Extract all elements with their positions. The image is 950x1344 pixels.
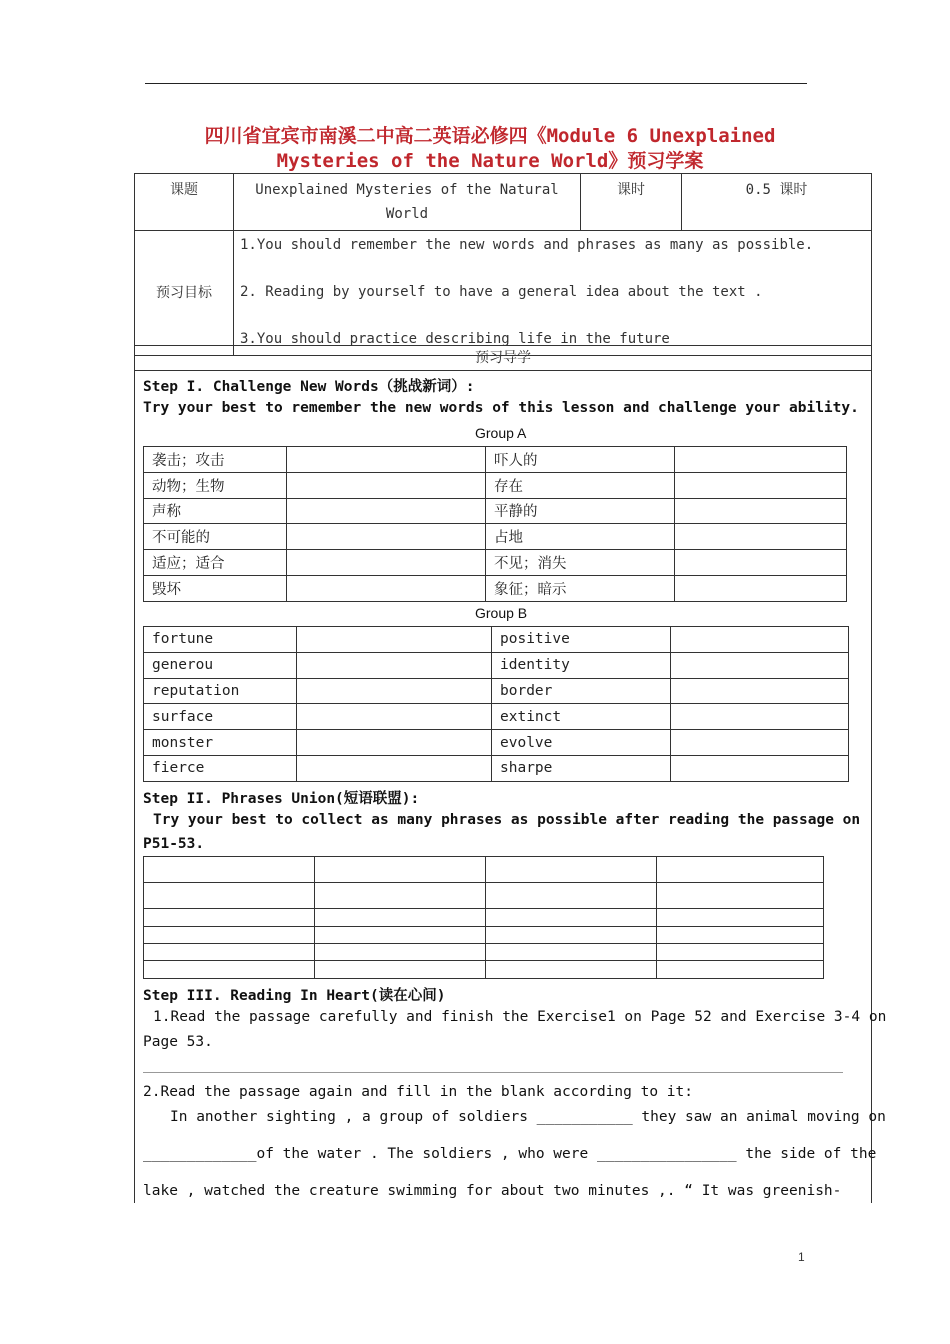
goals-label: 预习目标 bbox=[135, 231, 234, 356]
word-cell: 存在 bbox=[486, 472, 675, 498]
period-value: 0.5 课时 bbox=[682, 174, 872, 231]
word-cell: generou bbox=[144, 652, 297, 678]
answer-line[interactable] bbox=[143, 1072, 843, 1073]
phrase-cell[interactable] bbox=[144, 857, 315, 883]
word-cell: sharpe bbox=[492, 755, 671, 781]
topic-value-line-1: Unexplained Mysteries of the Natural bbox=[255, 182, 559, 198]
step3-task2: 2.Read the passage again and fill in the blank according to it: bbox=[143, 1084, 693, 1100]
phrase-cell[interactable] bbox=[315, 883, 486, 909]
table-row bbox=[144, 575, 847, 601]
answer-cell[interactable] bbox=[671, 730, 849, 756]
table-row bbox=[144, 927, 824, 944]
answer-cell[interactable] bbox=[675, 524, 847, 550]
group-a-table bbox=[143, 446, 847, 602]
phrase-cell[interactable] bbox=[486, 909, 657, 927]
goal-item: 1.You should remember the new words and phrases as many as possible. bbox=[240, 237, 814, 253]
goal-item: 3.You should practice describing life in the future bbox=[240, 331, 670, 347]
word-cell: fierce bbox=[144, 755, 297, 781]
word-cell: 占地 bbox=[486, 524, 675, 550]
answer-cell[interactable] bbox=[297, 730, 492, 756]
group-a-label: Group A bbox=[475, 425, 527, 441]
answer-cell[interactable] bbox=[671, 627, 849, 653]
answer-cell[interactable] bbox=[297, 678, 492, 704]
phrase-cell[interactable] bbox=[315, 944, 486, 961]
title-line-1: 四川省宜宾市南溪二中高二英语必修四《Module 6 Unexplained bbox=[204, 125, 776, 147]
phrase-cell[interactable] bbox=[657, 961, 824, 979]
word-cell: 不见；消失 bbox=[486, 550, 675, 576]
lesson-info-table bbox=[134, 173, 872, 356]
answer-cell[interactable] bbox=[675, 498, 847, 524]
table-row bbox=[144, 909, 824, 927]
table-row bbox=[144, 883, 824, 909]
phrase-cell[interactable] bbox=[315, 909, 486, 927]
answer-cell[interactable] bbox=[675, 575, 847, 601]
answer-cell[interactable] bbox=[287, 447, 486, 473]
answer-cell[interactable] bbox=[287, 472, 486, 498]
answer-cell[interactable] bbox=[675, 447, 847, 473]
step2-instruction-line-1: Try your best to collect as many phrases as possible after reading the passage on bbox=[153, 812, 861, 828]
step3-heading: Step III. Reading In Heart(读在心间) bbox=[143, 988, 446, 1004]
answer-cell[interactable] bbox=[287, 575, 486, 601]
guide-label: 预习导学 bbox=[134, 345, 872, 371]
table-row bbox=[144, 498, 847, 524]
page-number: 1 bbox=[798, 1250, 805, 1264]
table-row bbox=[144, 678, 849, 704]
phrase-cell[interactable] bbox=[144, 883, 315, 909]
phrase-cell[interactable] bbox=[657, 857, 824, 883]
phrase-cell[interactable] bbox=[144, 909, 315, 927]
answer-cell[interactable] bbox=[297, 755, 492, 781]
step3-task1-line-1: 1.Read the passage carefully and finish the Exercise1 on Page 52 and Exercise 3-4 on bbox=[153, 1009, 887, 1025]
phrase-cell[interactable] bbox=[657, 927, 824, 944]
answer-cell[interactable] bbox=[297, 704, 492, 730]
table-row bbox=[144, 857, 824, 883]
header-rule bbox=[145, 83, 807, 84]
word-cell: 平静的 bbox=[486, 498, 675, 524]
document-title bbox=[150, 124, 830, 174]
phrase-cell[interactable] bbox=[144, 961, 315, 979]
step2-instruction-line-2: P51-53. bbox=[143, 836, 205, 852]
step1-heading: Step I. Challenge New Words（挑战新词）: bbox=[143, 379, 475, 395]
table-row bbox=[144, 627, 849, 653]
phrase-cell[interactable] bbox=[486, 944, 657, 961]
word-cell: fortune bbox=[144, 627, 297, 653]
step1-instruction: Try your best to remember the new words of this lesson and challenge your ability. bbox=[143, 400, 859, 416]
word-cell: identity bbox=[492, 652, 671, 678]
word-cell: evolve bbox=[492, 730, 671, 756]
answer-cell[interactable] bbox=[675, 472, 847, 498]
word-cell: 吓人的 bbox=[486, 447, 675, 473]
word-cell: positive bbox=[492, 627, 671, 653]
table-row bbox=[144, 550, 847, 576]
table-row bbox=[144, 944, 824, 961]
phrase-cell[interactable] bbox=[657, 909, 824, 927]
table-row bbox=[144, 755, 849, 781]
topic-label: 课题 bbox=[135, 174, 234, 231]
title-line-2: Mysteries of the Nature World》预习学案 bbox=[276, 150, 704, 172]
passage-line-2: _____________of the water . The soldiers , who were ________________ the side of the bbox=[143, 1146, 877, 1162]
answer-cell[interactable] bbox=[675, 550, 847, 576]
word-cell: 不可能的 bbox=[144, 524, 287, 550]
table-row bbox=[144, 447, 847, 473]
word-cell: 象征；暗示 bbox=[486, 575, 675, 601]
phrase-cell[interactable] bbox=[657, 944, 824, 961]
table-row bbox=[144, 730, 849, 756]
word-cell: 袭击；攻击 bbox=[144, 447, 287, 473]
phrase-cell[interactable] bbox=[315, 857, 486, 883]
topic-value-line-2: World bbox=[385, 206, 429, 222]
phrases-table bbox=[143, 856, 824, 979]
word-cell: extinct bbox=[492, 704, 671, 730]
word-cell: surface bbox=[144, 704, 297, 730]
phrase-cell[interactable] bbox=[486, 883, 657, 909]
goals-list bbox=[234, 231, 872, 356]
answer-cell[interactable] bbox=[297, 652, 492, 678]
table-row bbox=[144, 704, 849, 730]
answer-cell[interactable] bbox=[297, 627, 492, 653]
word-cell: 动物；生物 bbox=[144, 472, 287, 498]
phrase-cell[interactable] bbox=[486, 927, 657, 944]
passage-line-3: lake , watched the creature swimming for about two minutes ,. “ It was greenish- bbox=[143, 1183, 842, 1199]
group-b-table bbox=[143, 626, 849, 782]
table-row bbox=[144, 652, 849, 678]
word-cell: 适应；适合 bbox=[144, 550, 287, 576]
table-row bbox=[144, 524, 847, 550]
passage-line-1: In another sighting , a group of soldiers ___________ they saw an animal moving on bbox=[170, 1109, 886, 1125]
phrase-cell[interactable] bbox=[657, 883, 824, 909]
answer-cell[interactable] bbox=[671, 704, 849, 730]
answer-cell[interactable] bbox=[671, 678, 849, 704]
phrase-cell[interactable] bbox=[486, 857, 657, 883]
phrase-cell[interactable] bbox=[315, 961, 486, 979]
topic-value bbox=[234, 174, 581, 231]
step3-task1-line-2: Page 53. bbox=[143, 1034, 213, 1050]
answer-cell[interactable] bbox=[287, 524, 486, 550]
word-cell: reputation bbox=[144, 678, 297, 704]
answer-cell[interactable] bbox=[671, 652, 849, 678]
word-cell: 声称 bbox=[144, 498, 287, 524]
word-cell: 毁坏 bbox=[144, 575, 287, 601]
table-row bbox=[144, 961, 824, 979]
phrase-cell[interactable] bbox=[144, 927, 315, 944]
answer-cell[interactable] bbox=[287, 550, 486, 576]
answer-cell[interactable] bbox=[287, 498, 486, 524]
step2-heading: Step II. Phrases Union(短语联盟): bbox=[143, 791, 420, 807]
phrase-cell[interactable] bbox=[486, 961, 657, 979]
phrase-cell[interactable] bbox=[315, 927, 486, 944]
word-cell: monster bbox=[144, 730, 297, 756]
group-b-label: Group B bbox=[475, 605, 528, 621]
period-label: 课时 bbox=[581, 174, 682, 231]
answer-cell[interactable] bbox=[671, 755, 849, 781]
word-cell: border bbox=[492, 678, 671, 704]
table-row bbox=[144, 472, 847, 498]
phrase-cell[interactable] bbox=[144, 944, 315, 961]
goal-item: 2. Reading by yourself to have a general idea about the text . bbox=[240, 284, 763, 300]
